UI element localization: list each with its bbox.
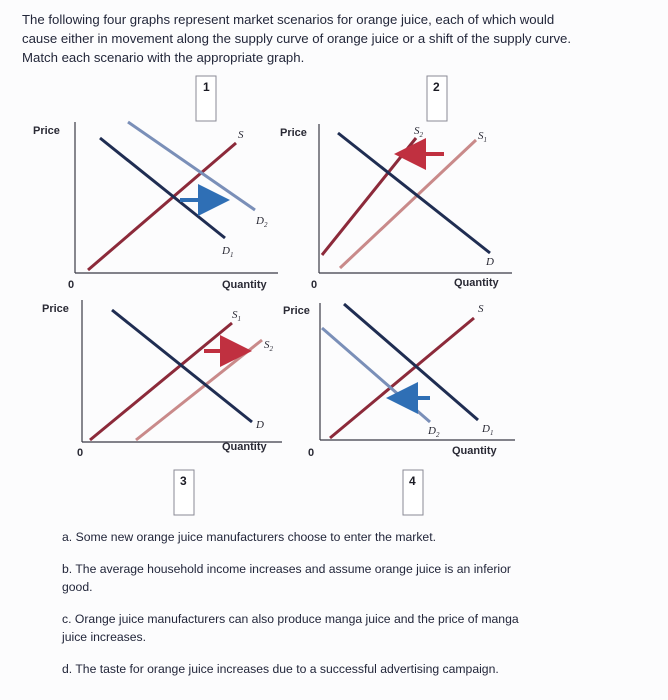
graph-2-number: 2 <box>433 80 440 94</box>
scenario-d-letter: d. <box>62 662 73 676</box>
scenario-list <box>62 528 622 692</box>
scenario-c-text-2: juice increases. <box>62 630 146 644</box>
graph-3-supply-s2 <box>136 340 262 440</box>
graph-2-supply-s1 <box>340 140 476 268</box>
scenario-b-letter: b. <box>62 562 73 576</box>
scenario-a-text: Some new orange juice manufacturers choose to enter the market. <box>75 530 436 544</box>
graph-4-s-label: S <box>478 303 484 315</box>
graph-3-quantity-label: Quantity <box>222 441 267 453</box>
scenario-b-text-1: The average household income increases and assume orange juice is an inferior <box>75 562 511 576</box>
intro-line-3: Match each scenario with the appropriate graph. <box>22 50 305 65</box>
graph-2 <box>280 76 512 291</box>
graph-1-price-label: Price <box>33 125 60 137</box>
scenario-d-text: The taste for orange juice increases due to a successful advertising campaign. <box>75 662 499 676</box>
graph-4-origin: 0 <box>308 447 315 459</box>
graph-2-s1-label: $S_1$ <box>478 130 487 144</box>
graph-2-s2-label: $S_2$ <box>414 125 423 139</box>
graph-3-d-label: D <box>256 419 264 431</box>
graph-1-d1-label: $D_1$ <box>222 245 234 259</box>
scenario-c-letter: c. <box>62 612 72 626</box>
graph-4-d2-label: $D_2$ <box>428 425 440 439</box>
graph-2-origin: 0 <box>311 279 318 291</box>
graph-4 <box>283 303 515 515</box>
scenario-b-text-2: good. <box>62 580 93 594</box>
graph-4-d1-label: $D_1$ <box>482 423 494 437</box>
graph-3-number: 3 <box>180 474 187 488</box>
graph-1-quantity-label: Quantity <box>222 279 267 291</box>
graph-2-price-label: Price <box>280 127 307 139</box>
graph-2-demand-curve <box>338 133 490 253</box>
graph-2-d-label: D <box>486 256 494 268</box>
scenario-c <box>62 610 622 646</box>
scenario-d <box>62 660 622 678</box>
graph-2-quantity-label: Quantity <box>454 277 499 289</box>
scenario-c-text-1: Orange juice manufacturers can also produce manga juice and the price of manga <box>74 612 519 626</box>
graph-3 <box>42 300 282 515</box>
intro-line-2: cause either in movement along the supply curve of orange juice or a shift of the supply curve. <box>22 31 572 46</box>
graph-3-price-label: Price <box>42 303 69 315</box>
intro-line-1: The following four graphs represent market scenarios for orange juice, each of which would <box>22 12 555 27</box>
graph-4-demand-d1 <box>344 304 478 420</box>
graph-4-price-label: Price <box>283 305 310 317</box>
graph-4-quantity-label: Quantity <box>452 445 497 457</box>
graph-4-number: 4 <box>409 474 416 488</box>
graph-3-s1-label: $S_1$ <box>232 309 241 323</box>
scenario-a <box>62 528 622 546</box>
graph-1-supply-label: S <box>238 129 244 141</box>
graph-2-supply-s2 <box>322 138 416 255</box>
graph-3-origin: 0 <box>77 447 84 459</box>
graph-4-demand-d2 <box>322 328 430 422</box>
graph-1-number: 1 <box>203 80 210 94</box>
graph-1-demand-d1 <box>100 138 225 238</box>
graph-1-demand-d2 <box>128 122 255 210</box>
graph-1-supply-curve <box>88 143 236 270</box>
graph-1 <box>33 76 278 291</box>
graph-4-supply-curve <box>330 318 474 438</box>
graph-1-d2-label: $D_2$ <box>256 215 268 229</box>
graph-1-origin: 0 <box>68 279 75 291</box>
graph-3-s2-label: $S_2$ <box>264 339 273 353</box>
scenario-b <box>62 560 622 596</box>
scenario-a-letter: a. <box>62 530 73 544</box>
